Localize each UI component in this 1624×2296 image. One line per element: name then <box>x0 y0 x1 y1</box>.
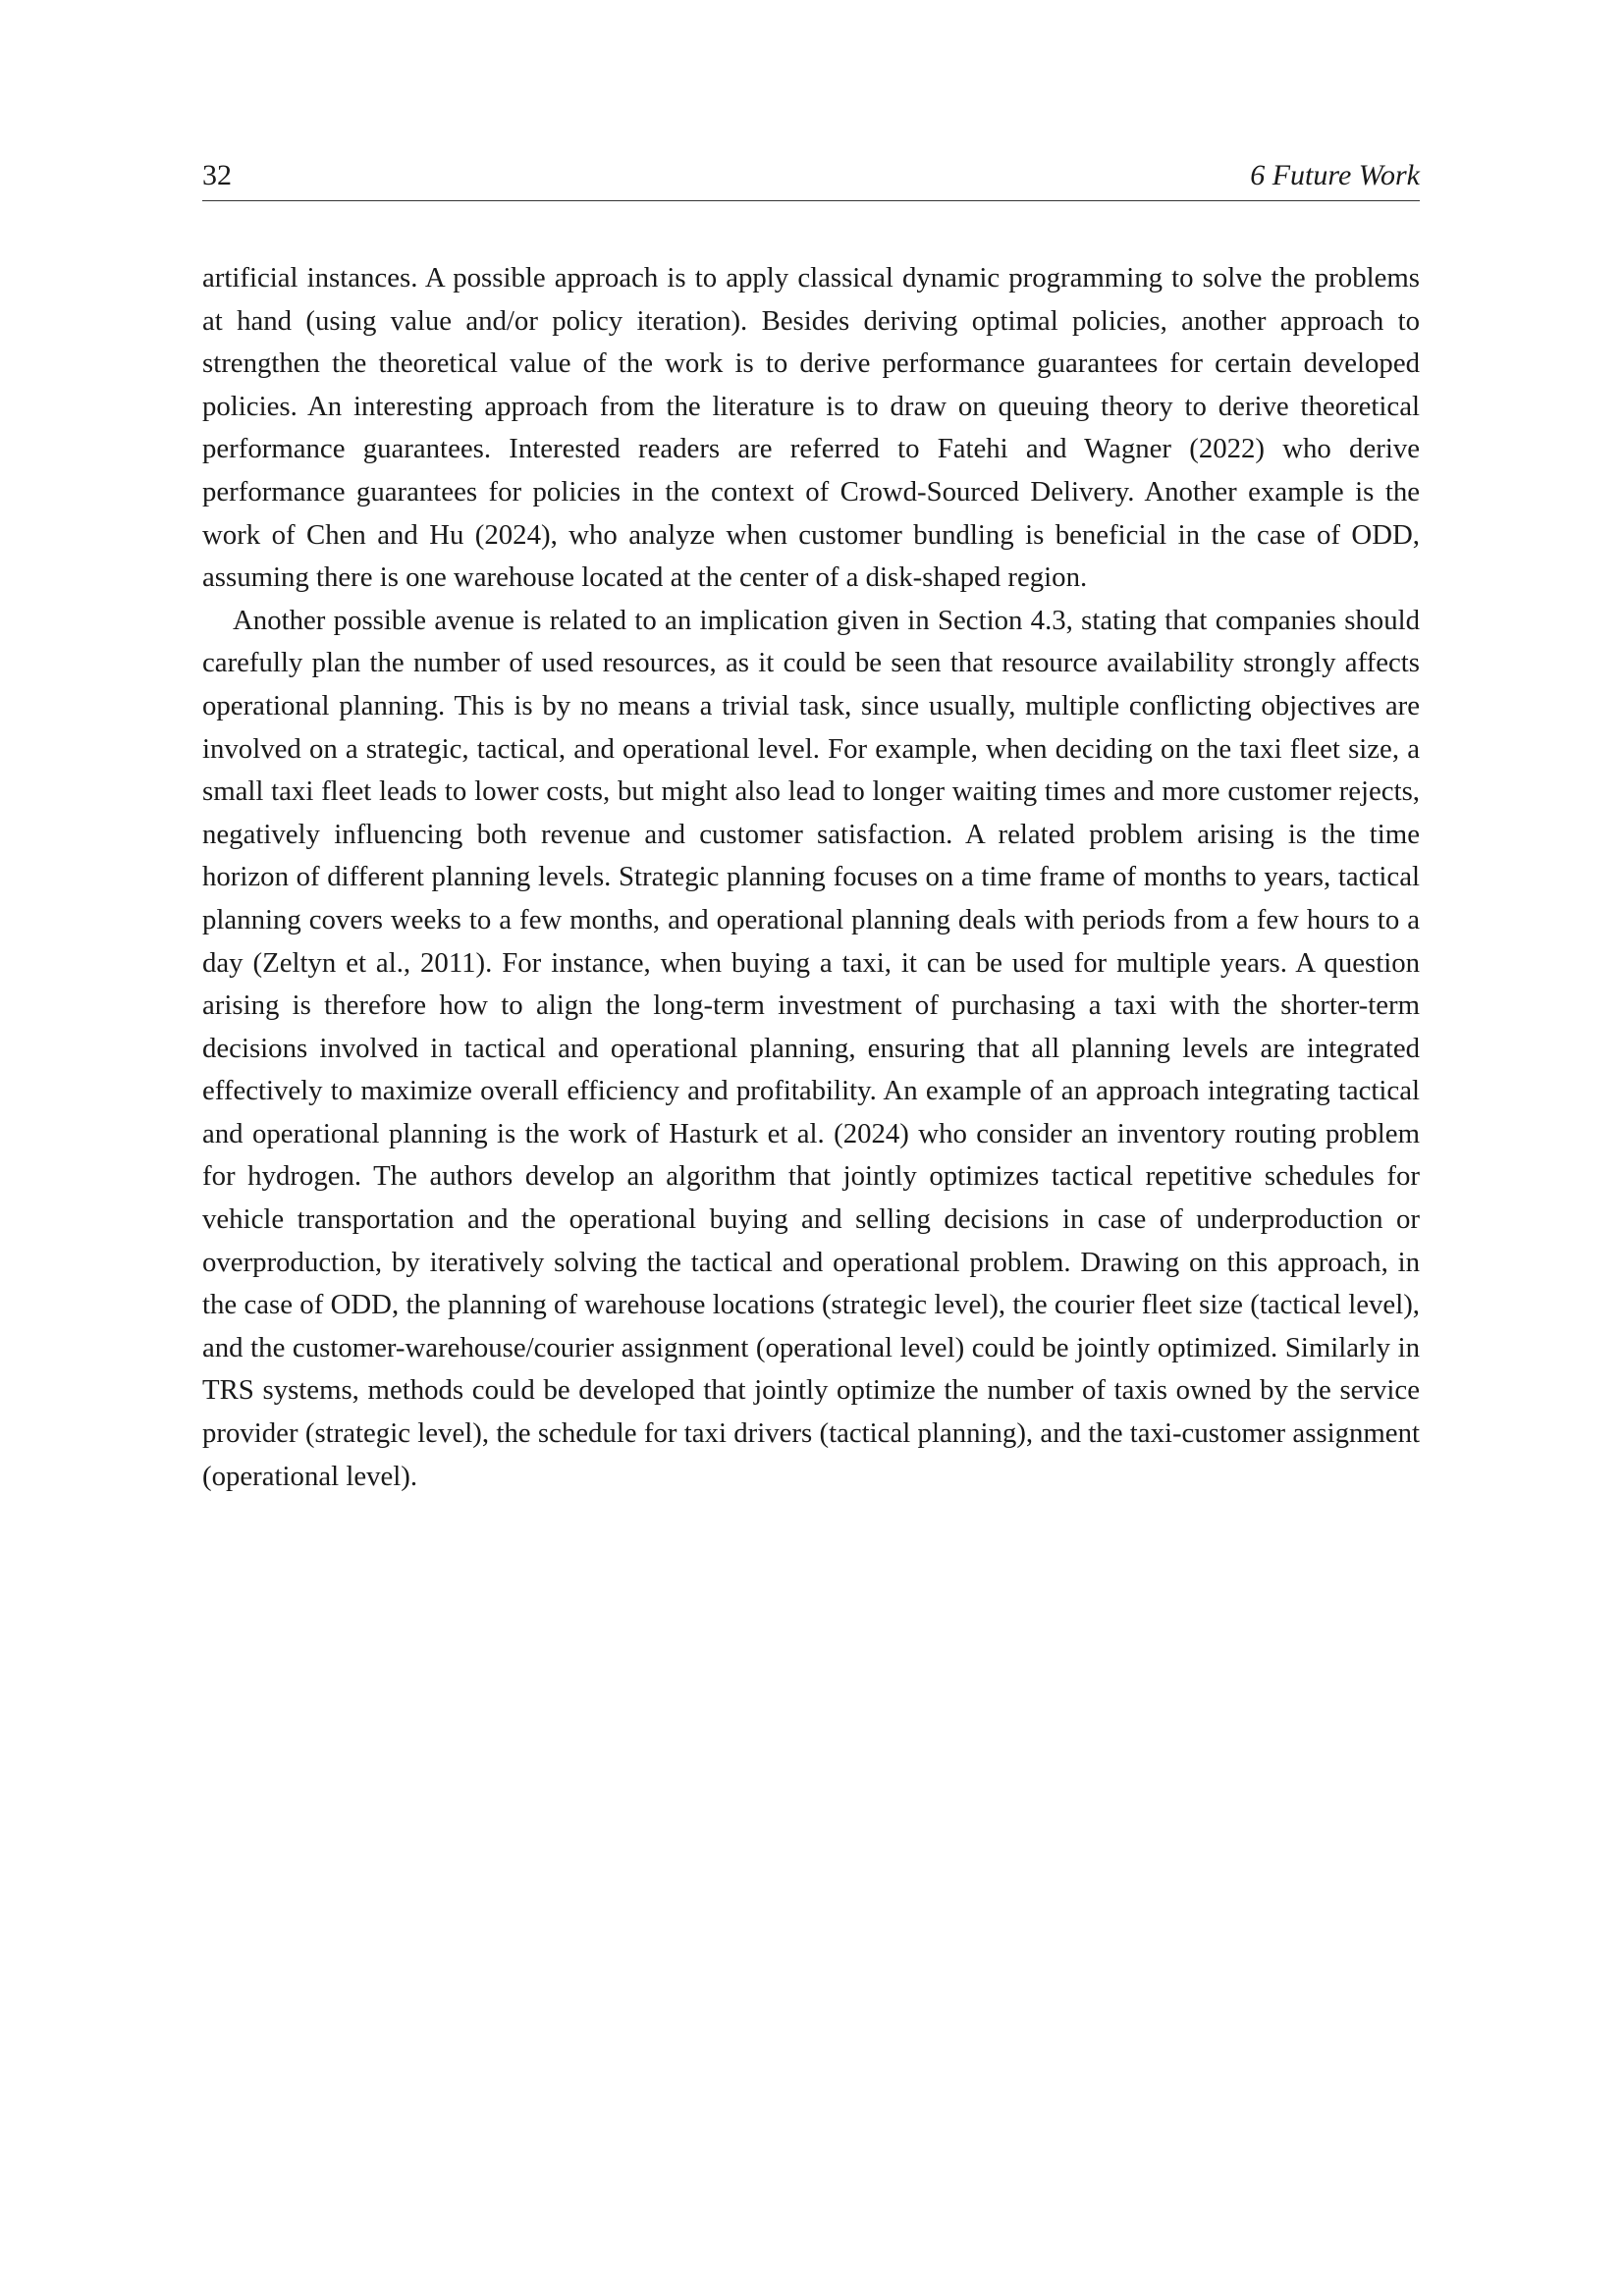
running-head: 6 Future Work <box>1250 159 1420 191</box>
paragraph: artificial instances. A possible approach is to apply classical dynamic programming to solve the problems at hand (using value and/or policy iteration). Besides deriving optimal policies, another approach to strengthen the theoretical value of the work is to derive performance guarantees for certain developed policies. An interesting approach from the literature is to draw on queuing theory to derive theoretical performance guarantees. Interested readers are referred to Fatehi and Wagner (2022) who derive performance guarantees for policies in the context of Crowd-Sourced Delivery. Another example is the work of Chen and Hu (2024), who analyze when customer bundling is beneficial in the case of ODD, assuming there is one warehouse located at the center of a disk-shaped region. <box>202 262 1420 594</box>
paragraph: Another possible avenue is related to an implication given in Section 4.3, stating that companies should carefully plan the number of used resources, as it could be seen that resource availability strongly affects operational planning. This is by no means a trivial task, since usually, multiple conflicting objectives are involved on a strategic, tactical, and operational level. For example, when deciding on the taxi fleet size, a small taxi fleet leads to lower costs, but might also lead to longer waiting times and more customer rejects, negatively influencing both revenue and customer satisfaction. A related problem arising is the time horizon of different planning levels. Strategic planning focuses on a time frame of months to years, tactical planning covers weeks to a few months, and operational planning deals with periods from a few hours to a day (Zeltyn et al., 2011). For instance, when buying a taxi, it can be used for multiple years. A question arising is therefore how to align the long-term investment of purchasing a taxi with the shorter-term decisions involved in tactical and operational planning, ensuring that all planning levels are integrated effectively to maximize overall efficiency and profitability. An example of an approach integrating tactical and operational planning is the work of Hasturk et al. (2024) who consider an inventory routing problem for hydrogen. The authors develop an algorithm that jointly optimizes tactical repetitive schedules for vehicle transportation and the operational buying and selling decisions in case of underproduction or overproduction, by iteratively solving the tactical and operational problem. Drawing on this approach, in the case of ODD, the planning of warehouse locations (strategic level), the courier fleet size (tactical level), and the customer-warehouse/courier assignment (operational level) could be jointly optimized. Similarly in TRS systems, methods could be developed that jointly optimize the number of taxis owned by the service provider (strategic level), the schedule for taxi drivers (tactical planning), and the taxi-customer assignment (operational level). <box>202 604 1420 1492</box>
body-text <box>202 257 1420 1498</box>
page-number: 32 <box>202 159 232 191</box>
page-header <box>202 157 1420 201</box>
